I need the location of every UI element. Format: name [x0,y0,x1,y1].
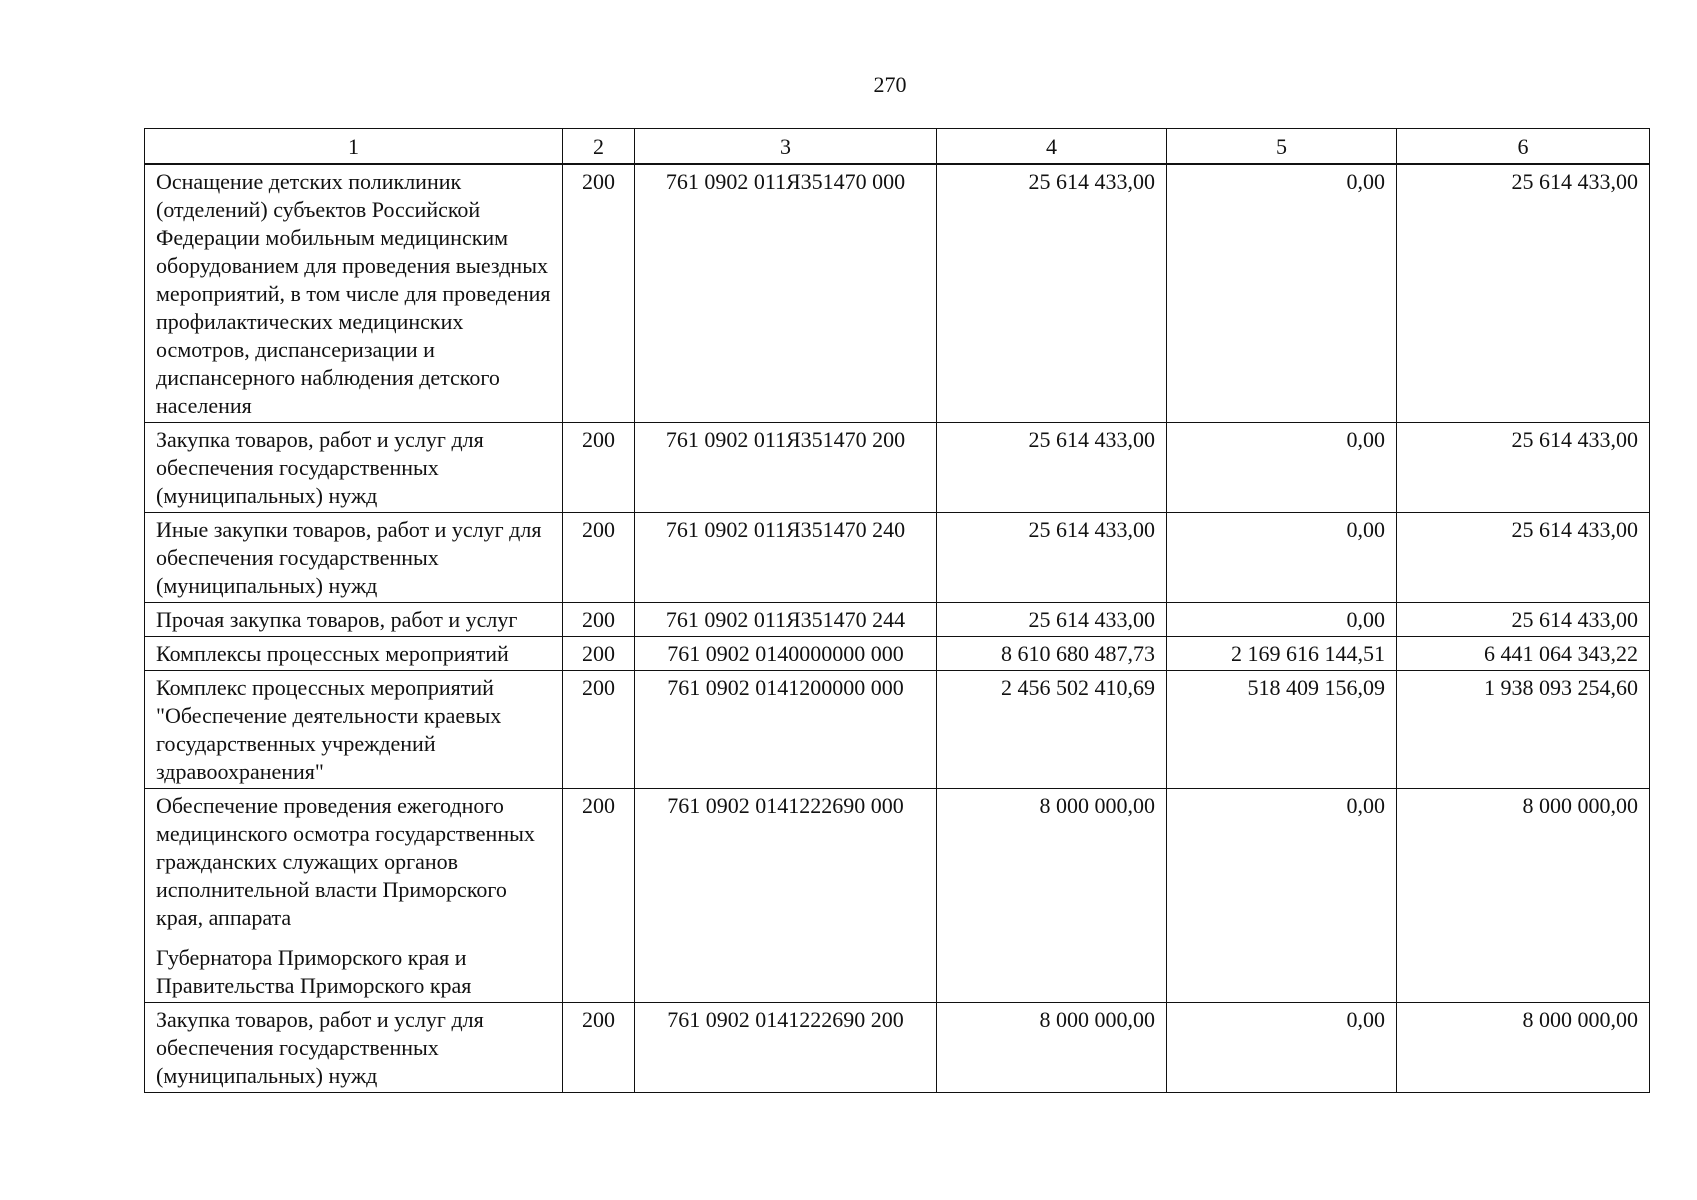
row-code-cell: 761 0902 011Я351470 244 [635,603,937,637]
column-header: 1 [145,129,563,165]
row-name-text: Комплекс процессных мероприятий "Обеспечение деятельности краевых государственных учреждений здравоохранения" [156,675,502,784]
column-header: 2 [563,129,635,165]
row-col5-cell: 0,00 [1167,423,1397,513]
row-col5-cell: 518 409 156,09 [1167,671,1397,789]
row-name-text: Комплексы процессных мероприятий [156,641,509,666]
row-name-cell [145,513,563,603]
row-code-cell: 761 0902 0141222690 200 [635,1003,937,1093]
table-row [145,603,1650,637]
row-name-cell [145,164,563,423]
row-col4-cell: 25 614 433,00 [937,513,1167,603]
row-col4-cell: 8 000 000,00 [937,1003,1167,1093]
table-row [145,671,1650,789]
table-row [145,513,1650,603]
row-col2-cell: 200 [563,789,635,1003]
table-header-row [145,129,1650,165]
row-col2-cell: 200 [563,637,635,671]
row-col4-cell: 2 456 502 410,69 [937,671,1167,789]
column-header: 4 [937,129,1167,165]
row-col6-cell: 6 441 064 343,22 [1397,637,1650,671]
row-col6-cell: 8 000 000,00 [1397,789,1650,1003]
row-code-cell: 761 0902 0141222690 000 [635,789,937,1003]
row-col2-cell: 200 [563,423,635,513]
row-name-text: Прочая закупка товаров, работ и услуг [156,607,518,632]
row-col4-cell: 8 000 000,00 [937,789,1167,1003]
row-name-cell [145,637,563,671]
table-row [145,164,1650,423]
row-name-text: Иные закупки товаров, работ и услуг для обеспечения государственных (муниципальных) нужд [156,517,542,598]
table-row [145,1003,1650,1093]
row-code-cell: 761 0902 0140000000 000 [635,637,937,671]
row-col5-cell: 0,00 [1167,513,1397,603]
row-col4-cell: 8 610 680 487,73 [937,637,1167,671]
column-header: 5 [1167,129,1397,165]
row-code-cell: 761 0902 0141200000 000 [635,671,937,789]
row-name-text: Закупка товаров, работ и услуг для обеспечения государственных (муниципальных) нужд [156,427,484,508]
row-name-cell [145,423,563,513]
row-code-cell: 761 0902 011Я351470 240 [635,513,937,603]
row-name-text: Обеспечение проведения ежегодного медицинского осмотра государственных гражданских служащих органов исполнительной власти Приморского края, аппарата [156,793,535,930]
row-col6-cell: 1 938 093 254,60 [1397,671,1650,789]
row-name-cell [145,789,563,1003]
row-col2-cell: 200 [563,603,635,637]
row-col5-cell: 0,00 [1167,789,1397,1003]
budget-table [144,128,1650,1093]
row-col2-cell: 200 [563,513,635,603]
row-name-cell [145,1003,563,1093]
row-code-cell: 761 0902 011Я351470 000 [635,164,937,423]
page-number: 270 [873,72,907,97]
row-col6-cell: 25 614 433,00 [1397,603,1650,637]
column-header: 6 [1397,129,1650,165]
row-col5-cell: 0,00 [1167,1003,1397,1093]
row-name-text: Оснащение детских поликлиник (отделений) субъектов Российской Федерации мобильным медицинским оборудованием для проведения выездных мероприятий, в том числе для проведения профилактических медицинских осмотров, диспансеризации и диспансерного наблюдения детского населения [156,169,551,418]
row-col5-cell: 0,00 [1167,164,1397,423]
table-row [145,423,1650,513]
table-row [145,789,1650,1003]
row-col2-cell: 200 [563,671,635,789]
row-name-text: Закупка товаров, работ и услуг для обеспечения государственных (муниципальных) нужд [156,1007,484,1088]
row-col5-cell: 2 169 616 144,51 [1167,637,1397,671]
row-col2-cell: 200 [563,1003,635,1093]
row-col6-cell: 25 614 433,00 [1397,513,1650,603]
row-name-cell [145,603,563,637]
row-col4-cell: 25 614 433,00 [937,423,1167,513]
row-name-cell [145,671,563,789]
row-col2-cell: 200 [563,164,635,423]
row-code-cell: 761 0902 011Я351470 200 [635,423,937,513]
table-row [145,637,1650,671]
row-name-text-continued: Губернатора Приморского края и Правительства Приморского края [156,945,472,998]
row-col5-cell: 0,00 [1167,603,1397,637]
row-col4-cell: 25 614 433,00 [937,164,1167,423]
row-col6-cell: 25 614 433,00 [1397,164,1650,423]
row-col6-cell: 25 614 433,00 [1397,423,1650,513]
row-col6-cell: 8 000 000,00 [1397,1003,1650,1093]
column-header: 3 [635,129,937,165]
row-col4-cell: 25 614 433,00 [937,603,1167,637]
